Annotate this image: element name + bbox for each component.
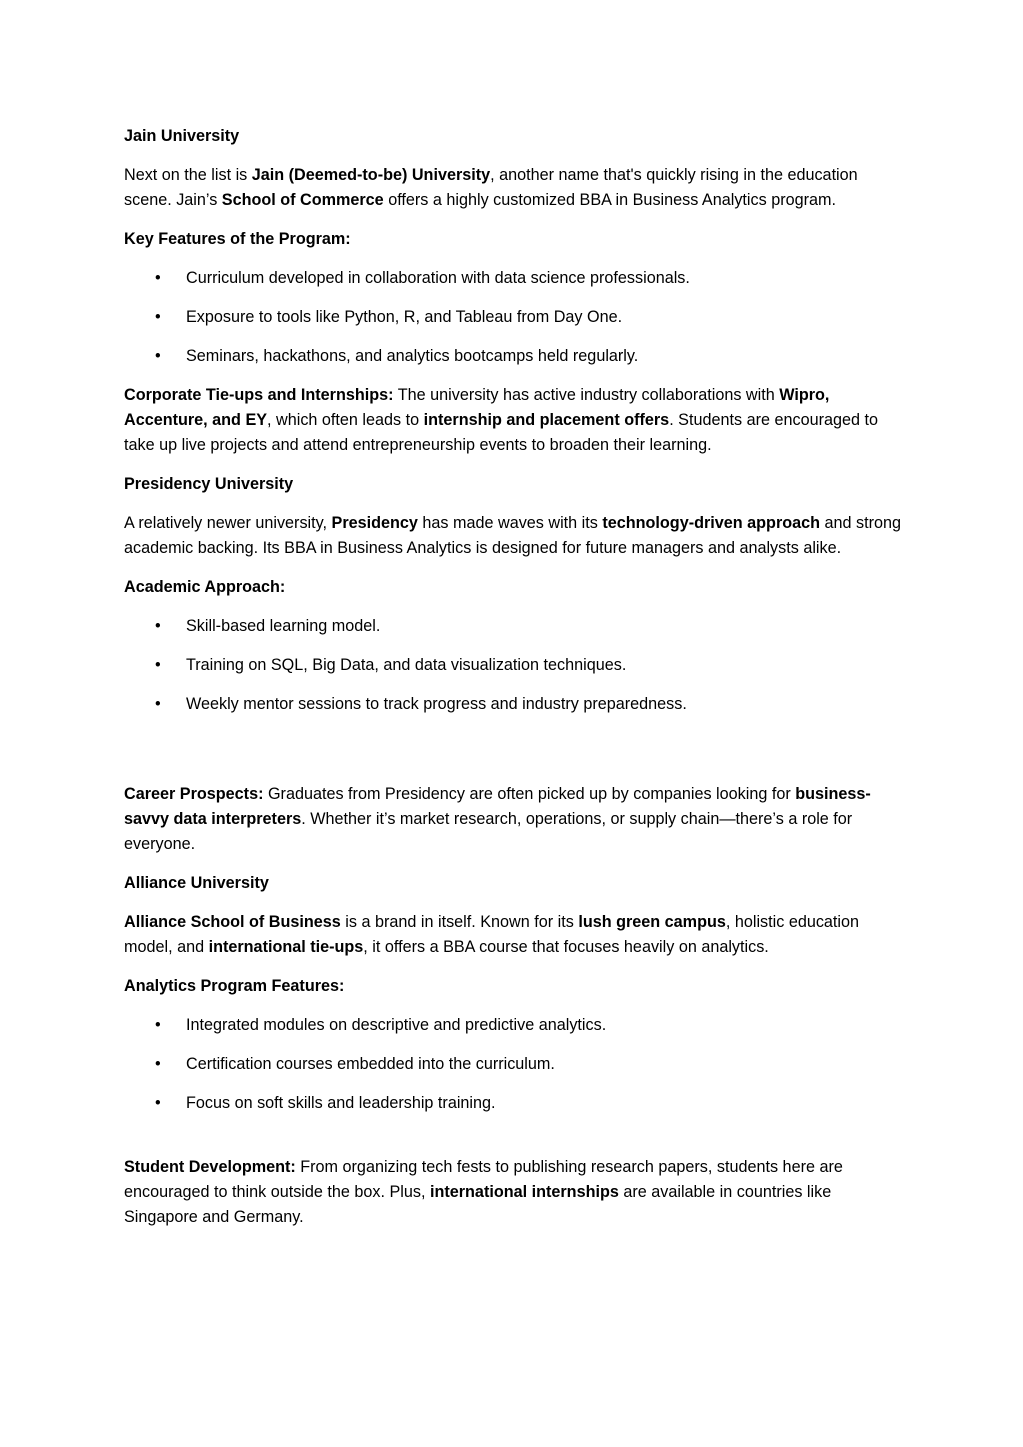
subheading-key-features: Key Features of the Program: [124, 230, 351, 248]
bold-run: technology-driven approach [602, 514, 821, 532]
bold-label: Student Development: [124, 1158, 296, 1176]
text-run: . Whether it’s market research, operations, or supply chain—there’s a role for everyone. [124, 810, 853, 853]
text-run: The university has active industry collaborations with [393, 386, 780, 404]
bold-run: School of Commerce [221, 191, 384, 209]
list-item: • Training on SQL, Big Data, and data visualization techniques. [124, 653, 904, 678]
text-run: , holistic education model, and [124, 913, 860, 956]
alliance-development-paragraph [124, 1155, 904, 1230]
bold-run: Alliance School of Business [124, 913, 341, 931]
subheading-academic-approach: Academic Approach: [124, 578, 286, 596]
jain-corporate-paragraph [124, 383, 904, 458]
text-run: From organizing tech fests to publishing research papers, students here are encouraged to think outside the box. Plus, [124, 1158, 843, 1201]
section-heading-jain: Jain University [124, 127, 240, 145]
bold-run: international tie-ups [208, 938, 364, 956]
document-page [124, 124, 904, 1244]
text-run: A relatively newer university, [124, 514, 332, 532]
list-item: • Exposure to tools like Python, R, and Tableau from Day One. [124, 305, 904, 330]
text-run: Graduates from Presidency are often picked up by companies looking for [263, 785, 796, 803]
bold-run: Wipro, Accenture, and EY [124, 386, 830, 429]
bold-run: internship and placement offers [423, 411, 670, 429]
text-run: Next on the list is [124, 166, 252, 184]
list-item: • Curriculum developed in collaboration with data science professionals. [124, 266, 904, 291]
list-item: • Seminars, hackathons, and analytics bootcamps held regularly. [124, 344, 904, 369]
text-run: has made waves with its [417, 514, 603, 532]
bold-run: Presidency [331, 514, 418, 532]
list-item: • Weekly mentor sessions to track progress and industry preparedness. [124, 692, 904, 717]
text-run: is a brand in itself. Known for its [340, 913, 579, 931]
jain-intro-paragraph [124, 163, 904, 213]
jain-features-list [124, 266, 904, 369]
list-item: • Certification courses embedded into the curriculum. [124, 1052, 904, 1077]
presidency-approach-list [124, 614, 904, 717]
bold-label: Career Prospects: [124, 785, 264, 803]
section-heading-alliance: Alliance University [124, 874, 269, 892]
blank-spacer [124, 1130, 904, 1155]
text-run: offers a highly customized BBA in Business Analytics program. [383, 191, 836, 209]
bold-label: Corporate Tie-ups and Internships: [124, 386, 394, 404]
bold-run: lush green campus [578, 913, 726, 931]
text-run: , it offers a BBA course that focuses heavily on analytics. [363, 938, 769, 956]
section-heading-presidency: Presidency University [124, 475, 294, 493]
text-run: and strong academic backing. Its BBA in Business Analytics is designed for future managers and analysts alike. [124, 514, 902, 557]
text-run: are available in countries like Singapore and Germany. [124, 1183, 832, 1226]
blank-spacer [124, 731, 904, 782]
presidency-career-paragraph [124, 782, 904, 857]
list-item: • Focus on soft skills and leadership training. [124, 1091, 904, 1116]
alliance-features-list [124, 1013, 904, 1116]
text-run: , another name that's quickly rising in the education scene. Jain’s [124, 166, 858, 209]
text-run: , which often leads to [267, 411, 424, 429]
bold-run: business-savvy data interpreters [124, 785, 871, 828]
presidency-intro-paragraph [124, 511, 904, 561]
list-item: • Integrated modules on descriptive and predictive analytics. [124, 1013, 904, 1038]
text-run: . Students are encouraged to take up live projects and attend entrepreneurship events to broaden their learning. [124, 411, 878, 454]
subheading-analytics-features: Analytics Program Features: [124, 977, 345, 995]
alliance-intro-paragraph [124, 910, 904, 960]
bold-run: international internships [429, 1183, 619, 1201]
bold-run: Jain (Deemed-to-be) University [251, 166, 491, 184]
list-item: • Skill-based learning model. [124, 614, 904, 639]
